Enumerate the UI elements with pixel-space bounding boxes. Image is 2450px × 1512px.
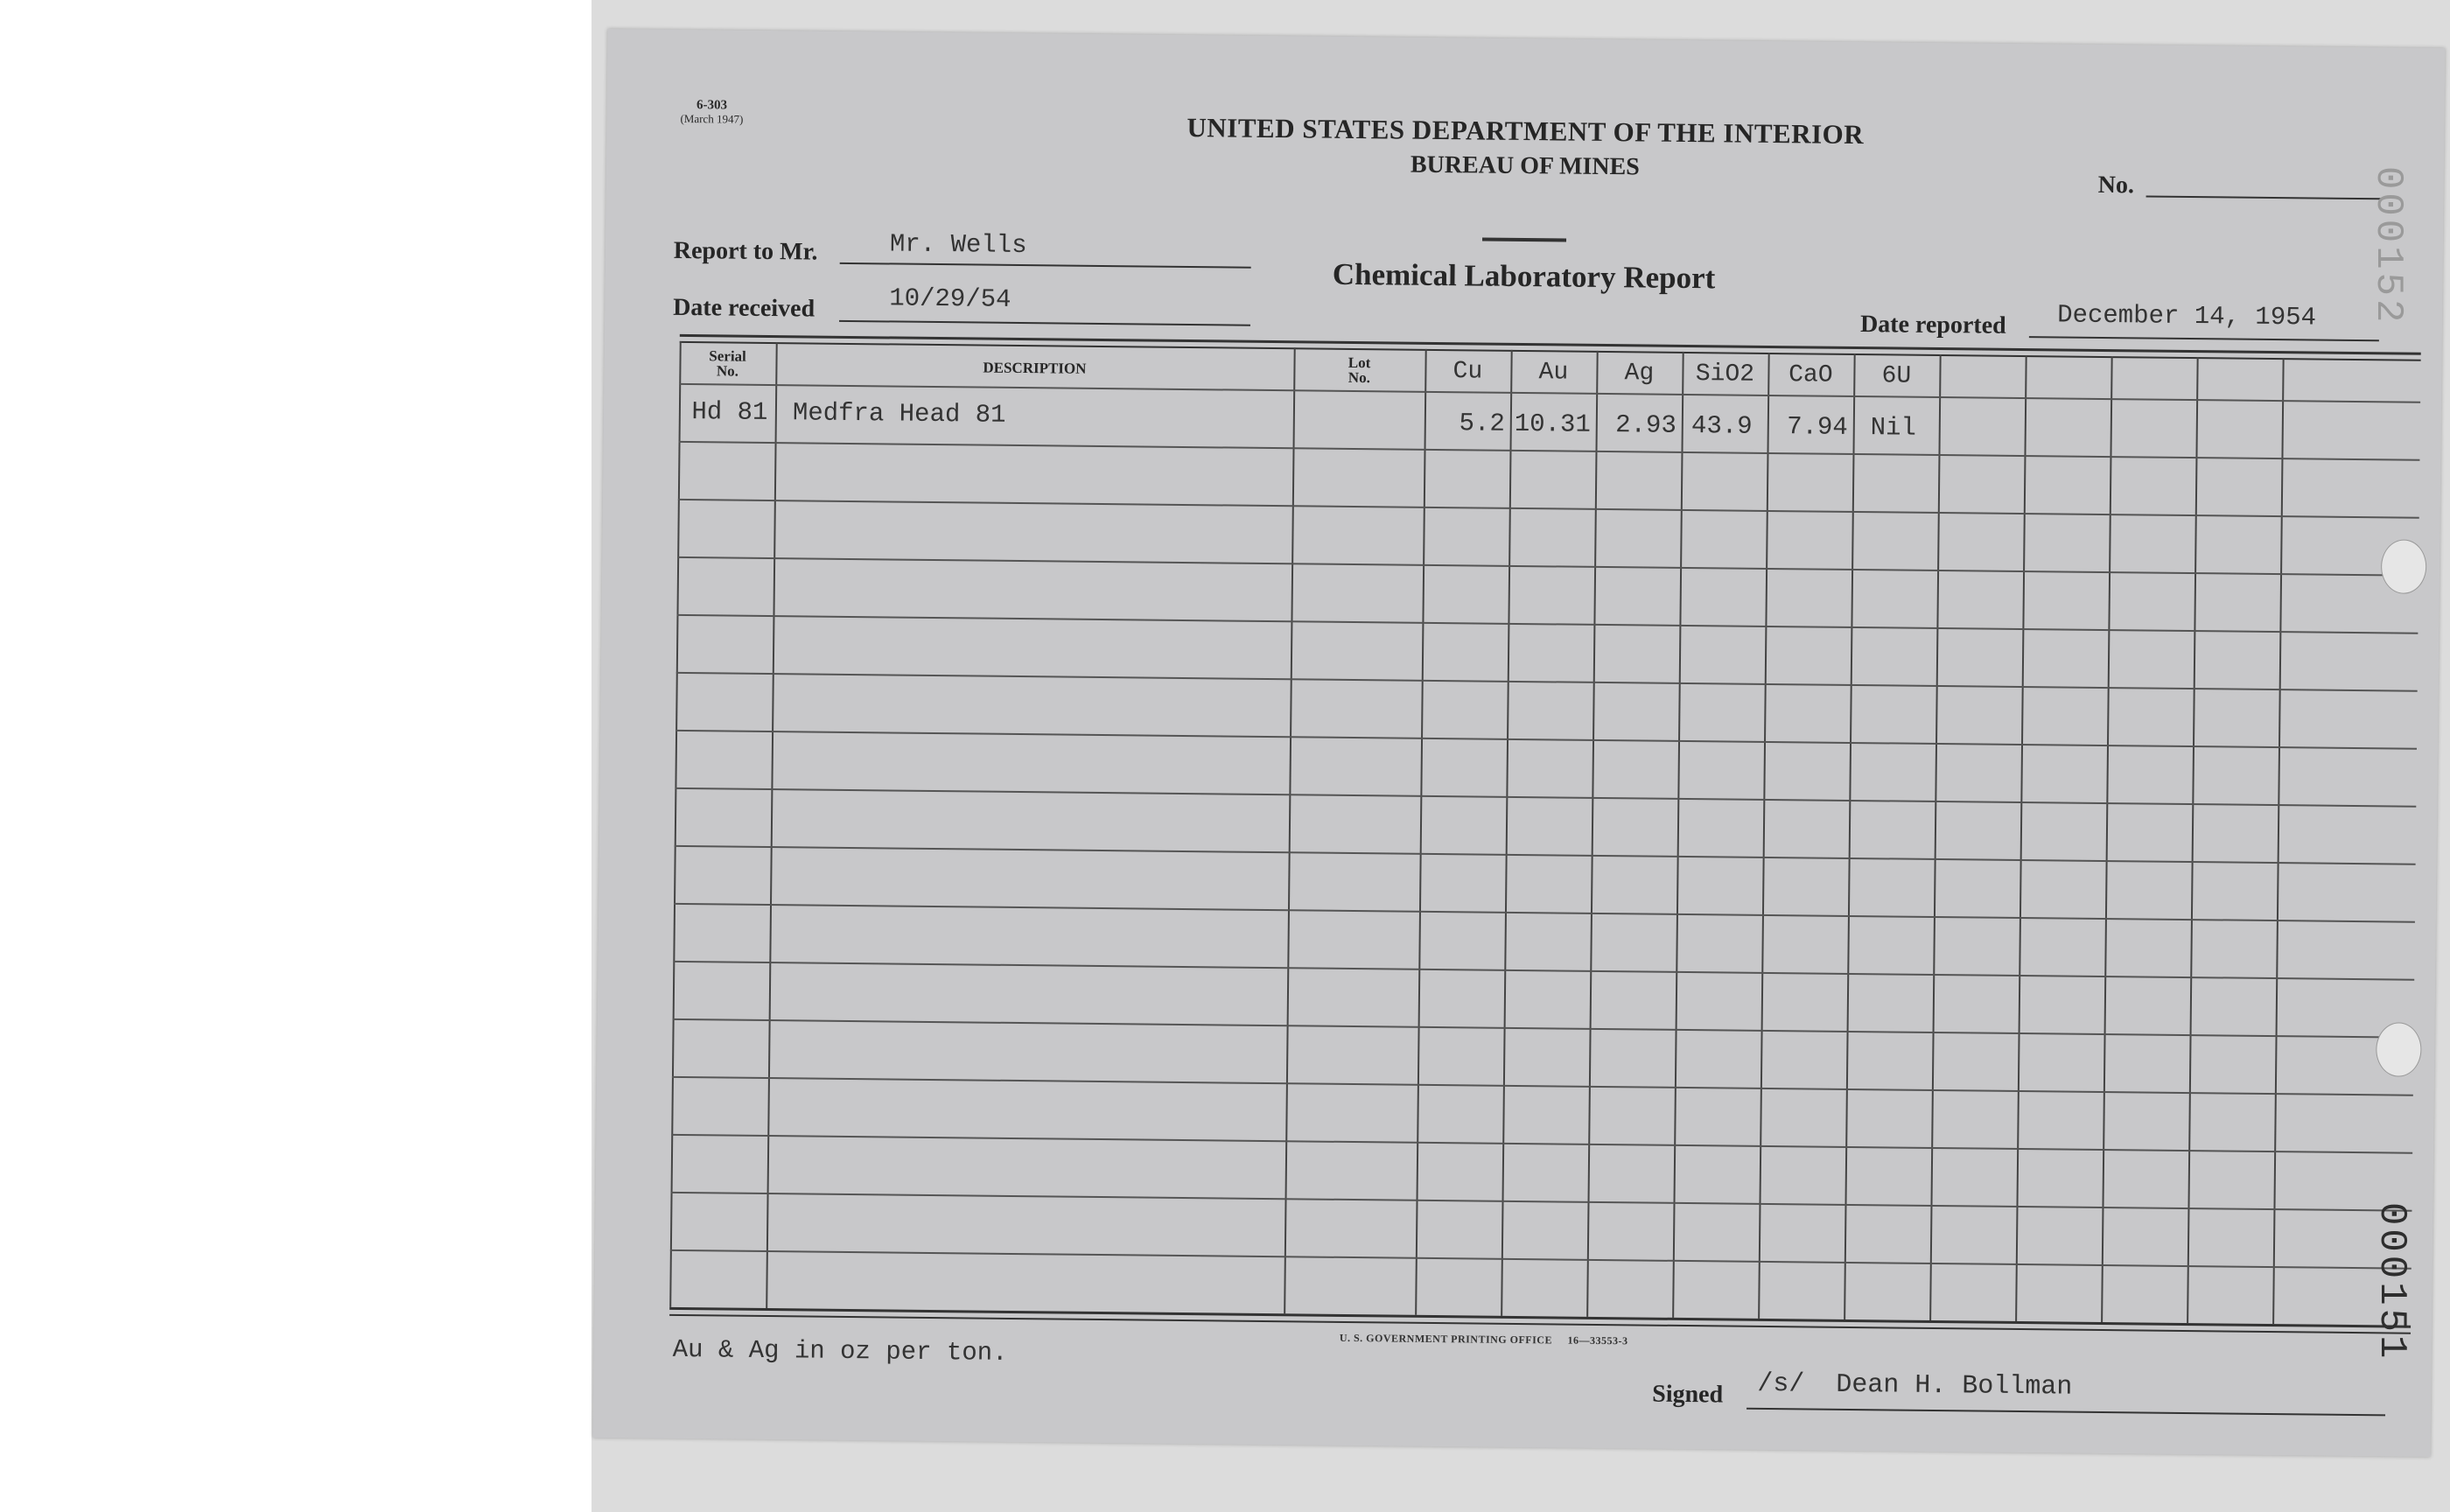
report-title: Chemical Laboratory Report — [1332, 256, 1716, 296]
row-line — [676, 730, 2417, 750]
number-label: No. — [2097, 171, 2135, 200]
row-line — [671, 1192, 2412, 1212]
column-divider — [1758, 353, 1770, 1319]
column-divider — [1586, 351, 1599, 1317]
bureau-heading: BUREAU OF MINES — [1410, 150, 1640, 181]
row-line — [673, 961, 2414, 981]
number-field — [2146, 195, 2383, 200]
date-received-line — [839, 320, 1250, 326]
row-line — [675, 845, 2416, 865]
date-reported-label: Date reported — [1859, 311, 2006, 340]
row-description: Medfra Head 81 — [792, 398, 1006, 430]
report-to-value: Mr. Wells — [889, 229, 1027, 261]
signature: /s/ Dean H. Bollman — [1757, 1368, 2073, 1403]
title-rule — [1482, 238, 1566, 242]
row-line — [676, 672, 2418, 692]
row-sio2-value: 43.9 — [1690, 411, 1753, 441]
column-divider — [1501, 350, 1513, 1316]
row-line — [679, 441, 2420, 461]
row-ag-value: 2.93 — [1615, 410, 1676, 440]
row-line — [673, 1018, 2414, 1039]
report-form — [593, 29, 2446, 1457]
au-header: Au — [1538, 359, 1569, 387]
row-line — [678, 499, 2419, 519]
row-line — [675, 788, 2416, 808]
row-line — [674, 903, 2415, 923]
punch-hole — [2376, 1022, 2422, 1077]
column-divider — [1929, 354, 1942, 1320]
form-number: 6-303 — [696, 98, 728, 113]
report-to-label: Report to Mr. — [673, 236, 818, 266]
row-cao-value: 7.94 — [1787, 412, 1848, 442]
units-note: Au & Ag in oz per ton. — [672, 1334, 1008, 1368]
sio2-header: SiO2 — [1695, 360, 1755, 388]
column-divider — [2187, 357, 2199, 1323]
printing-office-imprint: U. S. GOVERNMENT PRINTING OFFICE 16—33553-3 — [1339, 1331, 1628, 1348]
signature-line — [1746, 1408, 2385, 1417]
6u-header: 6U — [1881, 362, 1912, 390]
cao-header: CaO — [1788, 361, 1833, 389]
signed-label: Signed — [1652, 1380, 1724, 1409]
column-divider — [2015, 355, 2027, 1321]
row-au-value: 10.31 — [1514, 409, 1591, 439]
row-lot — [1293, 403, 1424, 405]
page-stamp: 000151 — [2370, 1202, 2413, 1362]
cu-header: Cu — [1452, 358, 1483, 386]
date-reported-line — [2029, 336, 2379, 341]
row-6u-value: Nil — [1870, 413, 1917, 443]
description-column-divider — [1284, 347, 1296, 1313]
punch-hole — [2381, 539, 2427, 594]
column-divider — [2101, 356, 2113, 1322]
row-cu-value: 5.2 — [1459, 409, 1505, 438]
department-heading: UNITED STATES DEPARTMENT OF THE INTERIOR — [1186, 111, 1865, 150]
row-line — [671, 1134, 2412, 1154]
date-received-label: Date received — [672, 293, 816, 323]
description-header: DESCRIPTION — [983, 359, 1087, 377]
table-left-border — [669, 341, 682, 1307]
column-divider — [2272, 358, 2285, 1324]
date-received-value: 10/29/54 — [889, 284, 1012, 314]
faint-page-stamp: 000152 — [2366, 166, 2410, 326]
ag-header: Ag — [1624, 360, 1655, 388]
row-line — [676, 614, 2418, 634]
column-divider — [1844, 354, 1856, 1320]
row-line — [677, 556, 2418, 577]
column-divider — [1672, 352, 1684, 1318]
lot-column-divider — [1415, 349, 1427, 1315]
row-line — [670, 1250, 2412, 1270]
serial-column-divider — [766, 342, 778, 1308]
date-reported-value: December 14, 1954 — [2056, 300, 2317, 332]
lot-no-header: Lot No. — [1348, 354, 1371, 387]
form-revision: (March 1947) — [680, 111, 744, 126]
serial-no-header: Serial No. — [709, 347, 746, 380]
row-serial: Hd 81 — [691, 397, 768, 427]
row-line — [672, 1076, 2413, 1096]
